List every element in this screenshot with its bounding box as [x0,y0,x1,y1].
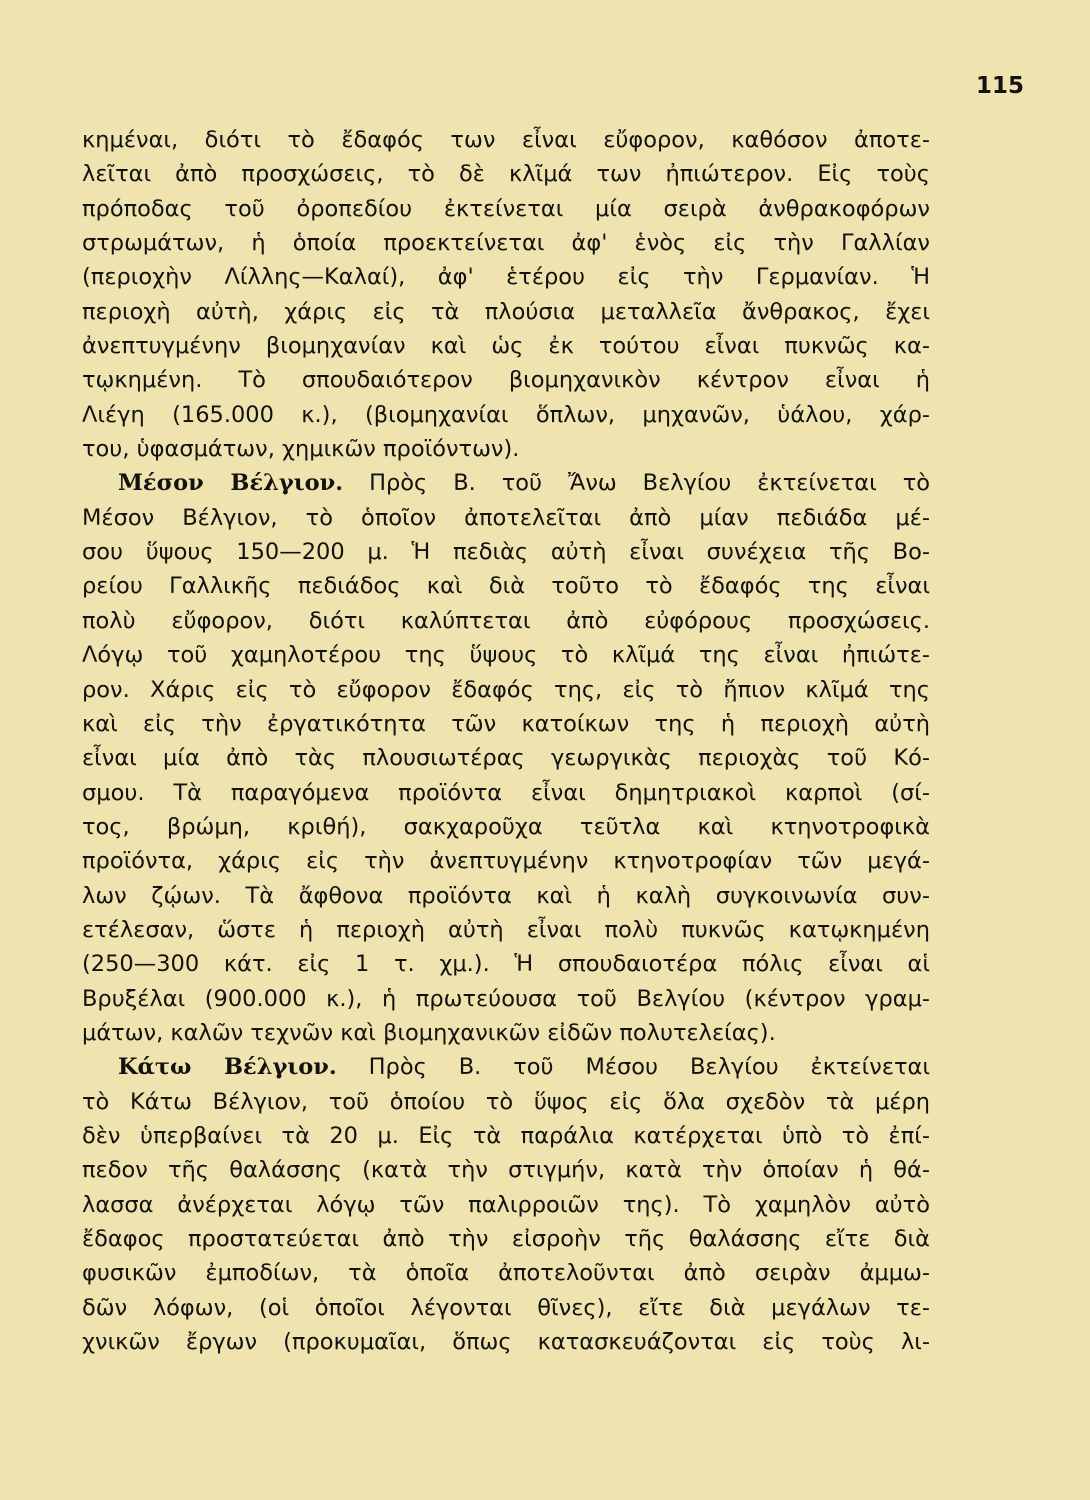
paragraph-first-line [82,1050,930,1084]
text-line: ρον. Χάρις εἰς τὸ εὔφορον ἔδαφός της, εἰς τὸ ἤπιον κλῖμά της [82,676,930,703]
text-line: ἀνεπτυγμένην βιομηχανίαν καὶ ὡς ἐκ τούτου εἶναι πυκνῶς κα- [82,333,930,360]
text-line: δὲν ὑπερβαίνει τὰ 20 μ. Εἰς τὰ παράλια κατέρχεται ὑπὸ τὸ ἐπί- [82,1122,930,1149]
text-line: κημέναι, διότι τὸ ἔδαφός των εἶναι εὔφορον, καθόσον ἀποτε- [82,127,930,153]
text-line: (250—300 κάτ. εἰς 1 τ. χμ.). Ἡ σπουδαιοτέρα πόλις εἶναι αἱ [82,951,930,978]
text-line: λεῖται ἀπὸ προσχώσεις, τὸ δὲ κλῖμά των ἠπιώτερον. Εἰς τοὺς [82,161,930,188]
text-line: καὶ εἰς τὴν ἐργατικότητα τῶν κατοίκων της ἡ περιοχὴ αὐτὴ [82,710,930,737]
heading-line-text: Πρὸς Β. τοῦ Μέσου Βελγίου ἐκτείνεται [368,1054,930,1081]
text-line: χνικῶν ἔργων (προκυμαῖαι, ὅπως κατασκευάζονται εἰς τοὺς λι- [82,1329,930,1356]
heading-line-text: Πρὸς Β. τοῦ Ἄνω Βελγίου ἐκτείνεται τὸ [369,470,931,497]
text-line: σου ὕψους 150—200 μ. Ἡ πεδιὰς αὐτὴ εἶναι συνέχεια τῆς Βο- [82,539,930,566]
text-line: πολὺ εὔφορον, διότι καλύπτεται ἀπὸ εὐφόρους προσχώσεις. [82,607,930,634]
text-line: ἔδαφος προστατεύεται ἀπὸ τὴν εἰσροὴν τῆς θαλάσσης εἴτε διὰ [82,1226,930,1252]
text-line: ρείου Γαλλικῆς πεδιάδος καὶ διὰ τοῦτο τὸ ἔδαφός της εἶναι [82,573,930,600]
paragraph-upper-belgium [82,123,930,466]
body-text [82,123,930,1359]
text-line: περιοχὴ αὐτὴ, χάρις εἰς τὰ πλούσια μεταλλεῖα ἄνθρακος, ἔχει [82,298,930,325]
text-line: λασσα ἀνέρχεται λόγῳ τῶν παλιρροιῶν της). Τὸ χαμηλὸν αὐτὸ [82,1191,930,1218]
text-line: σμου. Τὰ παραγόμενα προϊόντα εἶναι δημητριακοὶ καρποὶ (σί- [82,779,930,806]
paragraph-middle-belgium [82,466,930,1050]
paragraph-lower-belgium [82,1050,930,1359]
text-line: εἶναι μία ἀπὸ τὰς πλουσιωτέρας γεωργικὰς περιοχὰς τοῦ Κό- [82,745,930,772]
text-line: μάτων, καλῶν τεχνῶν καὶ βιομηχανικῶν εἰδῶν πολυτελείας). [82,1019,776,1046]
text-line: φυσικῶν ἐμποδίων, τὰ ὁποῖα ἀποτελοῦνται ἀπὸ σειρὰν ἀμμω- [82,1260,930,1287]
section-heading-middle-belgium: Μέσον Βέλγιον. [118,470,344,497]
text-line: ετέλεσαν, ὥστε ἡ περιοχὴ αὐτὴ εἶναι πολὺ πυκνῶς κατῳκημένη [82,916,930,943]
text-line: (περιοχὴν Λίλλης—Καλαί), ἀφ' ἑτέρου εἰς τὴν Γερμανίαν. Ἡ [82,264,930,291]
text-line: δῶν λόφων, (οἱ ὁποῖοι λέγονται θῖνες), εἴτε διὰ μεγάλων τε- [82,1294,930,1321]
text-line: στρωμάτων, ἡ ὁποία προεκτείνεται ἀφ' ἑνὸς εἰς τὴν Γαλλίαν [82,230,930,257]
text-line: τὸ Κάτω Βέλγιον, τοῦ ὁποίου τὸ ὕψος εἰς ὅλα σχεδὸν τὰ μέρη [82,1088,930,1115]
text-line: Λιέγη (165.000 κ.), (βιομηχανίαι ὅπλων, μηχανῶν, ὑάλου, χάρ- [82,401,930,428]
text-line: πεδον τῆς θαλάσσης (κατὰ τὴν στιγμήν, κατὰ τὴν ὁποίαν ἡ θά- [82,1157,930,1184]
page-number: 115 [975,73,1024,99]
text-line: λων ζῴων. Τὰ ἄφθονα προϊόντα καὶ ἡ καλὴ συγκοινωνία συν- [82,882,930,909]
paragraph-first-line [82,466,930,500]
text-line: τῳκημένη. Τὸ σπουδαιότερον βιομηχανικὸν κέντρον εἶναι ἡ [82,367,930,394]
section-heading-lower-belgium: Κάτω Βέλγιον. [118,1054,337,1081]
text-line: του, ὑφασμάτων, χημικῶν προϊόντων). [82,436,520,463]
text-line: προϊόντα, χάρις εἰς τὴν ἀνεπτυγμένην κτηνοτροφίαν τῶν μεγά- [82,848,930,875]
text-line: Βρυξέλαι (900.000 κ.), ἡ πρωτεύουσα τοῦ Βελγίου (κέντρον γραμ- [82,985,930,1012]
text-line: Λόγῳ τοῦ χαμηλοτέρου της ὕψους τὸ κλῖμά της εἶναι ἠπιώτε- [82,642,930,669]
text-line: πρόποδας τοῦ ὀροπεδίου ἐκτείνεται μία σειρὰ ἀνθρακοφόρων [82,195,930,222]
text-line: τος, βρώμη, κριθή), σακχαροῦχα τεῦτλα καὶ κτηνοτροφικὰ [82,813,930,840]
text-line: Μέσον Βέλγιον, τὸ ὁποῖον ἀποτελεῖται ἀπὸ μίαν πεδιάδα μέ- [82,504,930,531]
